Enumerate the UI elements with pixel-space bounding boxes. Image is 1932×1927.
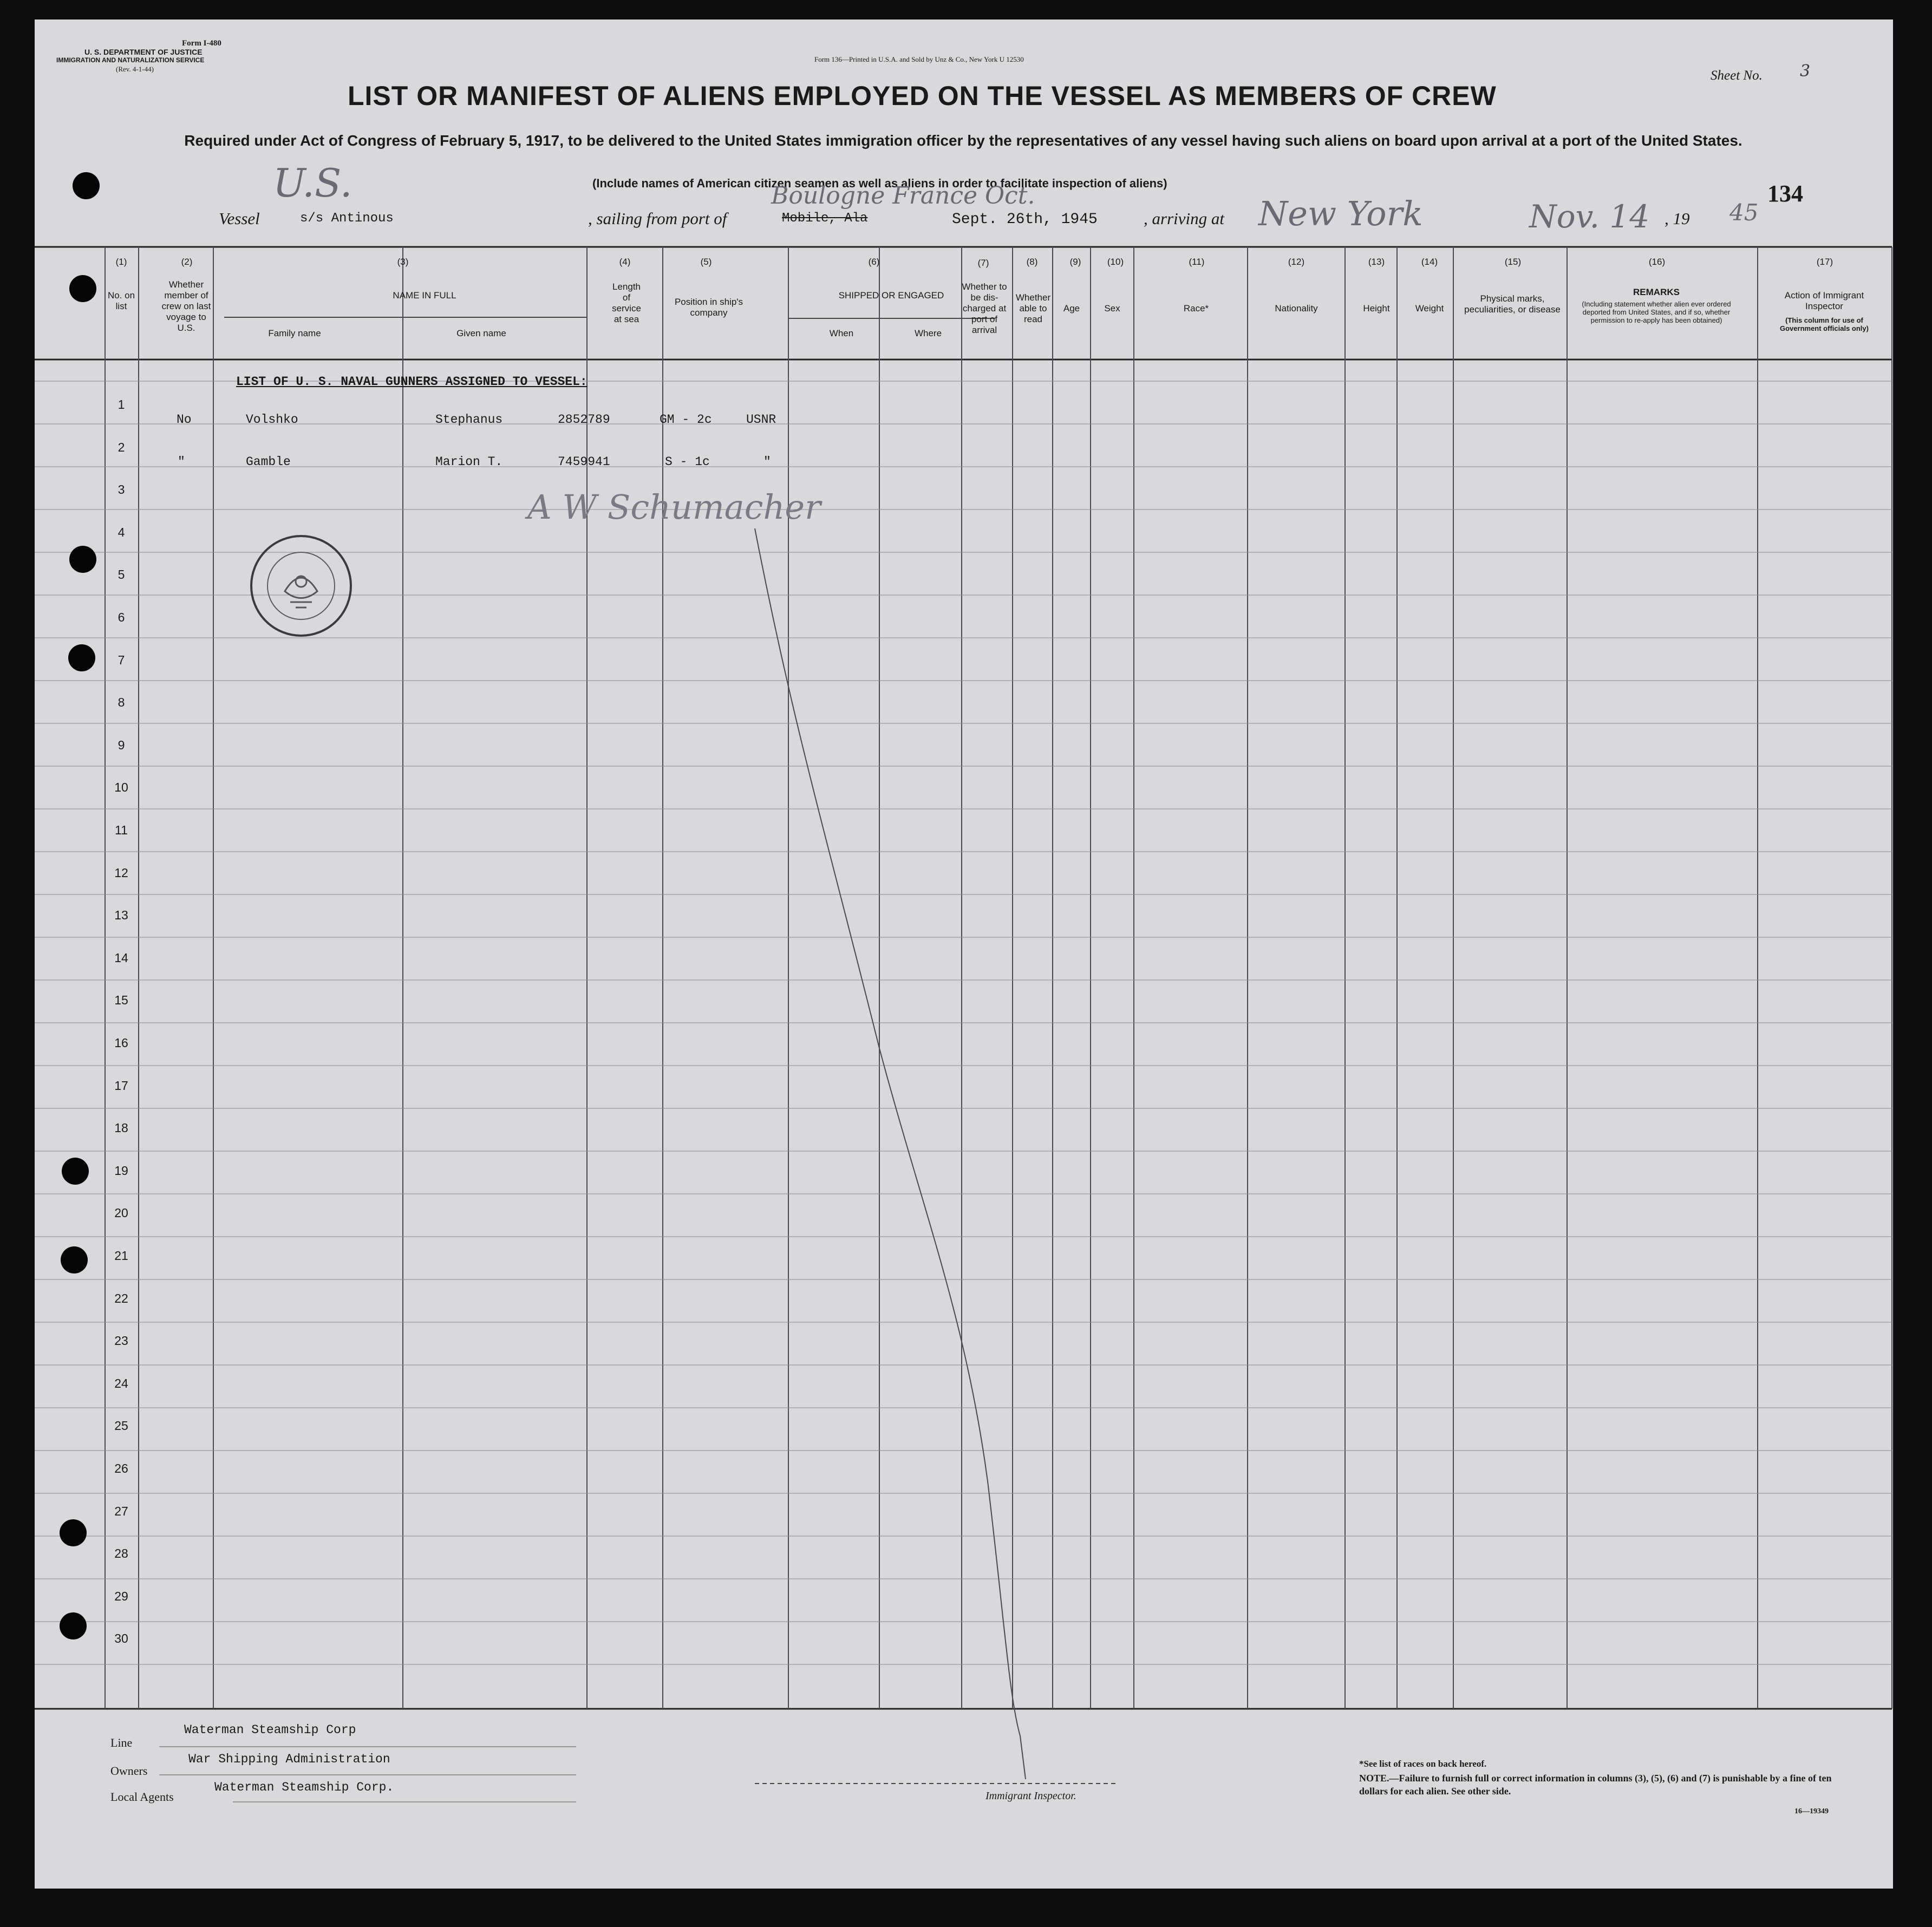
- footer-line-label: Line: [110, 1736, 133, 1749]
- header-shipped-or-engaged: SHIPPED OR ENGAGED: [838, 290, 944, 301]
- row-number: 1: [118, 397, 125, 411]
- punch-hole: [60, 1519, 87, 1546]
- punch-hole: [62, 1158, 89, 1185]
- include-note: (Include names of American citizen seamen as well as aliens in order to facilitate inspection of aliens): [592, 177, 1167, 190]
- header-inspector-action: Action of Immigrant Inspector: [1784, 290, 1864, 311]
- col-7-number: (7): [977, 258, 989, 268]
- col-17-number: (17): [1816, 257, 1833, 267]
- row-number: 30: [114, 1631, 128, 1645]
- punch-hole: [69, 275, 96, 302]
- header-physical-marks: Physical marks, peculiarities, or disease: [1464, 293, 1561, 315]
- header-crew-last-voyage: Whether member of crew on last voyage to U.S.: [161, 279, 211, 333]
- vessel-label: Vessel: [219, 209, 260, 228]
- header-discharged: Whether to be dis-charged at port of arrival: [962, 282, 1007, 335]
- row-number: 16: [114, 1036, 128, 1050]
- col-15-number: (15): [1504, 257, 1522, 267]
- row-number: 25: [114, 1419, 128, 1433]
- header-able-to-read: Whether able to read: [1015, 292, 1051, 324]
- footer-agents-label: Local Agents: [110, 1790, 174, 1804]
- footer-races-note: *See list of races on back hereof.: [1359, 1759, 1487, 1769]
- row-number: 7: [118, 653, 125, 667]
- arriving-port: New York: [1258, 194, 1423, 233]
- footer-note-text: —Failure to furnish full or correct information in columns (3), (5), (6) and (7) is punishable by a fine of ten dollars for each alien. See other side.: [1359, 1773, 1832, 1797]
- row-2-service: 7459941: [558, 455, 610, 469]
- row-number: 5: [118, 567, 125, 582]
- pencil-line: [35, 19, 1893, 1889]
- row-number: 2: [118, 440, 125, 454]
- footer-line-value: Waterman Steamship Corp: [184, 1723, 356, 1737]
- header-length-of-service: Length of service at sea: [612, 282, 641, 324]
- col-12-number: (12): [1288, 257, 1305, 267]
- header-sex: Sex: [1104, 303, 1120, 313]
- header-remarks: REMARKS: [1633, 287, 1680, 297]
- handwritten-signature: A W Schumacher: [527, 487, 821, 527]
- col-14-number: (14): [1421, 257, 1438, 267]
- row-2-position: S - 1c: [665, 455, 710, 469]
- row-number: 29: [114, 1589, 128, 1603]
- row-1-given-name: Stephanus: [435, 413, 503, 427]
- row-number: 4: [118, 525, 125, 539]
- header-race: Race*: [1183, 303, 1209, 313]
- header-age: Age: [1063, 303, 1080, 313]
- header-nationality: Nationality: [1275, 303, 1318, 313]
- col-10-number: (10): [1107, 257, 1124, 267]
- header-where: Where: [914, 328, 942, 338]
- punch-hole: [60, 1612, 87, 1639]
- page-number: 134: [1767, 180, 1803, 207]
- row-number: 22: [114, 1291, 128, 1305]
- col-2-number: (2): [181, 257, 193, 267]
- row-number: 18: [114, 1121, 128, 1135]
- col-11-number: (11): [1189, 257, 1205, 267]
- col-16-number: (16): [1648, 257, 1666, 267]
- footer-owners-value: War Shipping Administration: [188, 1752, 390, 1766]
- row-1-service: 2852789: [558, 413, 610, 427]
- vessel-name: s/s Antinous: [300, 211, 394, 226]
- header-when: When: [829, 328, 854, 338]
- footer-agents-value: Waterman Steamship Corp.: [214, 1780, 394, 1794]
- col-13-number: (13): [1368, 257, 1385, 267]
- sailing-port-handwritten: Boulogne France Oct.: [771, 182, 1035, 210]
- form-revision: (Rev. 4-1-44): [116, 65, 154, 73]
- row-number: 14: [114, 951, 128, 965]
- punch-hole: [69, 546, 96, 573]
- arriving-label: , arriving at: [1144, 209, 1224, 228]
- row-number: 8: [118, 695, 125, 709]
- header-family-name: Family name: [268, 328, 321, 338]
- row-number: 11: [115, 823, 128, 837]
- row-number: 26: [114, 1461, 128, 1475]
- row-1-crew-last-voyage: No: [177, 413, 192, 427]
- row-number: 3: [118, 482, 125, 497]
- printer-line: Form 136—Printed in U.S.A. and Sold by Unz & Co., New York U 12530: [814, 55, 1024, 63]
- header-inspector-detail: (This column for use of Government officials only): [1780, 316, 1869, 332]
- col-4-number: (4): [619, 257, 631, 267]
- col-9-number: (9): [1069, 257, 1081, 267]
- col-5-number: (5): [700, 257, 712, 267]
- row-2-given-name: Marion T.: [435, 455, 503, 469]
- row-number: 13: [114, 908, 128, 922]
- row-number: 28: [114, 1546, 128, 1560]
- page-title: LIST OR MANIFEST OF ALIENS EMPLOYED ON THE VESSEL AS MEMBERS OF CREW: [348, 81, 1497, 111]
- header-no-on-list: No. on list: [107, 290, 135, 311]
- row-1-position: GM - 2c: [660, 413, 712, 427]
- row-number: 17: [114, 1079, 128, 1093]
- sailing-label: , sailing from port of: [588, 209, 727, 228]
- row-number: 6: [118, 610, 125, 624]
- arriving-date: Nov. 14: [1529, 198, 1650, 235]
- year-suffix: 45: [1729, 199, 1759, 226]
- row-1-family-name: Volshko: [246, 413, 298, 427]
- flag-handwritten: U.S.: [273, 160, 353, 206]
- col-6-number: (6): [868, 257, 880, 267]
- header-name-in-full: NAME IN FULL: [393, 290, 456, 301]
- footer-owners-label: Owners: [110, 1764, 148, 1778]
- row-2-extra: ": [763, 455, 771, 469]
- service-name: IMMIGRATION AND NATURALIZATION SERVICE: [56, 56, 205, 64]
- footer-note: [1359, 1772, 1836, 1798]
- header-given-name: Given name: [456, 328, 506, 338]
- sailing-port-typed: Mobile, Ala: [782, 211, 868, 226]
- form-number: Form I-480: [182, 39, 221, 48]
- list-heading: LIST OF U. S. NAVAL GUNNERS ASSIGNED TO VESSEL:: [236, 375, 588, 389]
- row-number: 10: [114, 780, 128, 794]
- row-number: 12: [114, 866, 128, 880]
- sailing-date: Sept. 26th, 1945: [952, 211, 1098, 228]
- punch-hole: [61, 1246, 88, 1273]
- punch-hole: [68, 644, 95, 671]
- year-prefix: , 19: [1665, 209, 1690, 228]
- sheet-label: Sheet No.: [1711, 68, 1763, 83]
- row-number: 24: [114, 1376, 128, 1390]
- sheet-number: 3: [1800, 62, 1811, 81]
- footer-inspector-label: Immigrant Inspector.: [985, 1790, 1076, 1802]
- row-number: 9: [118, 738, 125, 752]
- header-height: Height: [1363, 303, 1390, 313]
- row-1-extra: USNR: [746, 413, 776, 427]
- row-number: 20: [114, 1206, 128, 1220]
- header-remarks-detail: (Including statement whether alien ever ordered deported from United States, and if so, whether permission to re-apply has been obtained): [1582, 300, 1731, 324]
- punch-hole: [73, 172, 100, 199]
- header-weight: Weight: [1415, 303, 1444, 313]
- header-position: Position in ship's company: [674, 297, 743, 318]
- footer-code: 16—19349: [1794, 1807, 1829, 1815]
- row-number: 23: [114, 1334, 128, 1348]
- row-number: 15: [114, 993, 128, 1007]
- col-8-number: (8): [1026, 257, 1038, 267]
- act-subtitle: Required under Act of Congress of February 5, 1917, to be delivered to the United States immigration officer by the representatives of any vessel having such aliens on board upon arrival at a port of the United States.: [184, 132, 1742, 149]
- row-number: 21: [114, 1249, 128, 1263]
- col-1-number: (1): [115, 257, 127, 267]
- footer-note-label: NOTE.: [1359, 1773, 1389, 1784]
- row-2-family-name: Gamble: [246, 455, 291, 469]
- col-3-number: (3): [397, 257, 409, 267]
- department-name: U. S. DEPARTMENT OF JUSTICE: [84, 48, 203, 56]
- row-number: 19: [114, 1164, 128, 1178]
- manifest-sheet: [35, 19, 1893, 1889]
- row-number: 27: [114, 1504, 128, 1518]
- row-2-crew-last-voyage: ": [178, 455, 185, 469]
